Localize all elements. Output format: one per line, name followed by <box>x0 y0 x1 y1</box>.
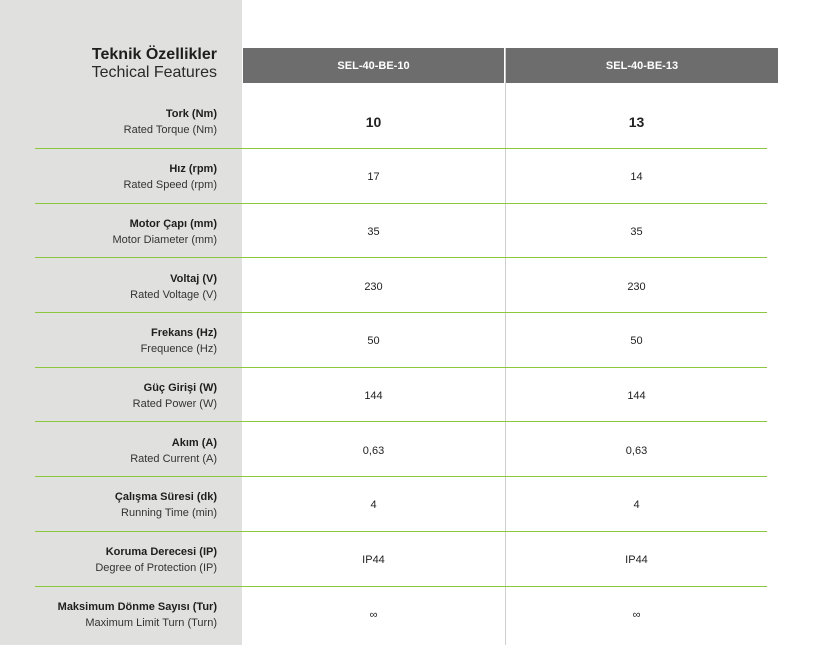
table-row <box>0 533 814 587</box>
cell-value-model-1: 4 <box>370 499 377 511</box>
row-separator <box>35 312 767 313</box>
row-label-english: Rated Torque (Nm) <box>123 124 217 136</box>
row-label <box>0 314 217 368</box>
row-label <box>0 533 217 587</box>
row-separator <box>35 203 767 204</box>
row-label-turkish: Çalışma Süresi (dk) <box>114 491 217 503</box>
cell-value-model-2: 35 <box>630 226 643 238</box>
row-label-english: Running Time (min) <box>121 507 217 519</box>
row-label-english: Rated Current (A) <box>130 453 217 465</box>
row-separator <box>35 148 767 149</box>
row-label-english: Degree of Protection (IP) <box>95 562 217 574</box>
row-label-turkish: Voltaj (V) <box>170 273 217 285</box>
cell-value-model-1: 17 <box>367 171 380 183</box>
cell-value-model-1: 0,63 <box>362 445 385 457</box>
table-row <box>0 150 814 204</box>
row-label <box>0 369 217 423</box>
row-separator <box>35 257 767 258</box>
row-label-english: Maximum Limit Turn (Turn) <box>85 617 217 629</box>
row-label <box>0 260 217 314</box>
row-label-english: Motor Diameter (mm) <box>112 234 217 246</box>
table-row <box>0 205 814 259</box>
row-label <box>0 424 217 478</box>
cell-value-model-1: 144 <box>364 390 383 402</box>
cell-value-model-2: 13 <box>628 114 645 130</box>
row-label <box>0 95 217 149</box>
row-label-english: Rated Power (W) <box>132 398 217 410</box>
cell-value-model-2: 144 <box>627 390 646 402</box>
table-row <box>0 424 814 478</box>
row-label-english: Rated Voltage (V) <box>130 289 217 301</box>
cell-value-model-2: IP44 <box>625 554 648 566</box>
row-separator <box>35 367 767 368</box>
title-english: Techical Features <box>91 64 217 81</box>
table-row <box>0 478 814 532</box>
cell-value-model-2: 230 <box>627 281 646 293</box>
cell-value-model-1: 10 <box>365 114 382 130</box>
cell-value-model-2: ∞ <box>632 609 641 621</box>
table-row <box>0 260 814 314</box>
row-label-turkish: Güç Girişi (W) <box>143 382 217 394</box>
row-label-turkish: Maksimum Dönme Sayısı (Tur) <box>57 601 217 613</box>
cell-value-model-2: 14 <box>630 171 643 183</box>
spec-table-title <box>0 46 217 82</box>
row-separator <box>35 476 767 477</box>
table-row <box>0 95 814 149</box>
column-header-model-1: SEL-40-BE-10 <box>243 48 504 83</box>
table-row <box>0 369 814 423</box>
table-row <box>0 588 814 642</box>
row-label-turkish: Tork (Nm) <box>165 108 217 120</box>
row-label-english: Frequence (Hz) <box>140 343 217 355</box>
cell-value-model-1: ∞ <box>369 609 378 621</box>
row-label <box>0 205 217 259</box>
row-label-turkish: Motor Çapı (mm) <box>129 218 217 230</box>
title-turkish: Teknik Özellikler <box>91 46 217 63</box>
row-label <box>0 150 217 204</box>
row-separator <box>35 421 767 422</box>
row-label-english: Rated Speed (rpm) <box>123 179 217 191</box>
row-label-turkish: Koruma Derecesi (IP) <box>105 546 217 558</box>
row-separator <box>35 531 767 532</box>
row-label <box>0 588 217 642</box>
row-separator <box>35 586 767 587</box>
cell-value-model-1: 50 <box>367 335 380 347</box>
cell-value-model-1: 35 <box>367 226 380 238</box>
row-label <box>0 478 217 532</box>
row-label-turkish: Akım (A) <box>171 437 217 449</box>
cell-value-model-2: 50 <box>630 335 643 347</box>
table-row <box>0 314 814 368</box>
cell-value-model-1: 230 <box>364 281 383 293</box>
cell-value-model-2: 0,63 <box>625 445 648 457</box>
cell-value-model-2: 4 <box>633 499 640 511</box>
cell-value-model-1: IP44 <box>362 554 385 566</box>
row-label-turkish: Hız (rpm) <box>169 163 217 175</box>
column-header-model-2: SEL-40-BE-13 <box>506 48 778 83</box>
row-label-turkish: Frekans (Hz) <box>150 327 217 339</box>
